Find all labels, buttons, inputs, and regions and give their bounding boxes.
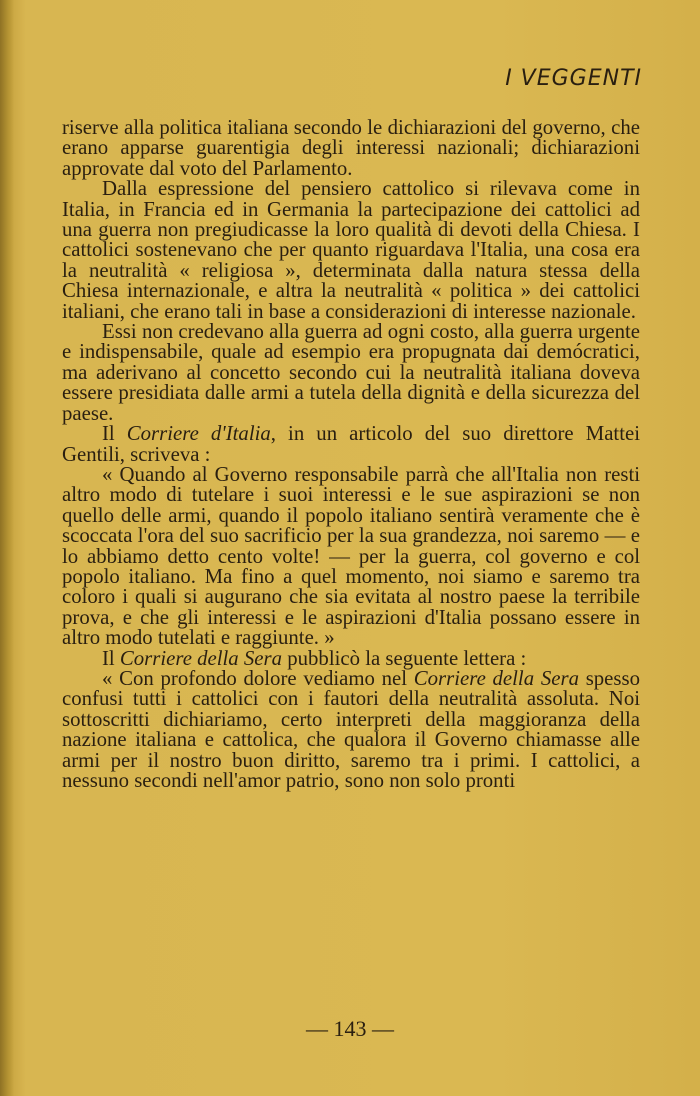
paragraph-continued: riserve alla politica italiana secondo le dichiarazioni del governo, che erano apparse guarentigia degli interessi nazionali; dichiarazioni approvate dal voto del Parlamento. xyxy=(62,116,640,180)
letter-paragraph xyxy=(62,666,640,792)
text-run: spesso confusi tutti i cattolici con i fautori della neutralità assoluta. Noi sottoscritti dichiariamo, certo interpreti della maggioranza della nazione italiana e cattolica, che qualora il Governo chiamasse alle armi per il nostro buon diritto, saremo tra i primi. I cattolici, a nessuno secondi nell'amor patrio, sono non solo pronti xyxy=(62,666,640,792)
running-head-title: I VEGGENTI xyxy=(505,66,642,91)
paragraph-corriere-della-sera xyxy=(62,646,640,670)
newspaper-title: Corriere della xyxy=(413,666,535,690)
newspaper-title: Corriere d'Italia xyxy=(126,422,271,446)
quote-paragraph: « Quando al Governo responsabile parrà che all'Italia non resti altro modo di tutelare i suoi interessi e le sue aspirazioni se non quello delle armi, quando il popolo italiano sentirà veramente che è scoccata l'ora del suo sacrificio per la sua grandezza, noi saremo — e lo abbiamo detto cento volte! — per la guerra, col governo e col popolo italiano. Ma fino a quel momento, noi siamo e saremo tra coloro i quali si augurano che sia evitata al nostro paese la terribile prova, e che gli interessi e le aspirazioni d'Italia possano essere in altro modo tutelati e raggiunte. » xyxy=(62,462,640,650)
text-run: Il xyxy=(102,646,120,670)
text-run: Il xyxy=(102,422,127,446)
paragraph: Dalla espressione del pensiero cattolico si rilevava come in Italia, in Francia ed in Germania la partecipazione dei cattolici ad una guerra non pregiudicasse la loro qualità di devoti della Chiesa. I cattolici sostenevano che per quanto riguardava l'Italia, una cosa era la neutralità « religiosa », determinata dalla natura stessa della Chiesa internazionale, e altra la neutralità « politica » dei cattolici italiani, che erano tali in base a considerazioni di interesse nazionale. xyxy=(62,177,640,323)
page-number: — 143 — xyxy=(306,1016,394,1041)
paragraph-corriere-ditalia xyxy=(62,424,640,465)
text-run: « Con profondo dolore vediamo nel xyxy=(102,666,414,690)
text-run: pubblicò la seguente lettera : xyxy=(282,646,527,670)
text-run: , in un articolo del suo direttore Mattei Gentili, scriveva : xyxy=(62,422,640,466)
newspaper-title: Sera xyxy=(540,666,579,690)
newspaper-title: Corriere della Sera xyxy=(119,646,283,670)
page-gutter-shadow xyxy=(0,0,14,1096)
body-text xyxy=(62,118,640,791)
paragraph: Essi non credevano alla guerra ad ogni costo, alla guerra urgente e indispensabile, quale ad esempio era propugnata dai demócratici, ma aderivano al concetto secondo cui la neutralità italiana doveva essere presidiata dalle armi a tutela della dignità e della sicurezza del paese. xyxy=(62,320,640,425)
